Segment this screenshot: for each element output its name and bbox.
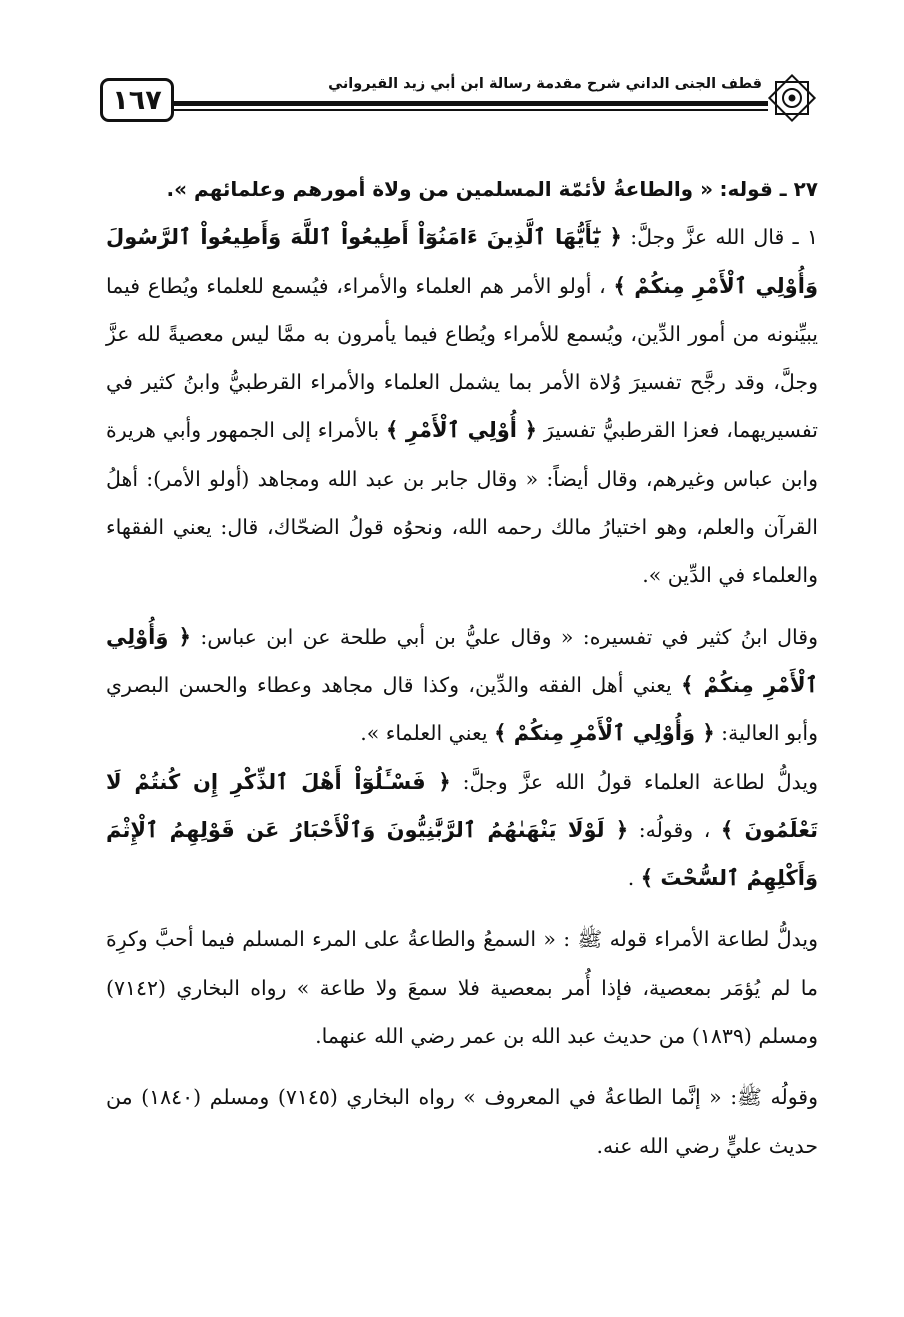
section-heading [106, 165, 818, 213]
section-number: ٢٧ ـ قوله: [719, 177, 818, 201]
para3-end: . [627, 866, 635, 891]
quran-verse: ﴿ يَٰٓأَيُّهَا ٱلَّذِينَ ءَامَنُوٓاْ أَطِيعُواْ ٱللَّهَ وَأَطِيعُواْ ٱلرَّسُولَ وَأُوْلِي ٱلْأَمْرِ مِنكُمْ ﴾ [106, 225, 818, 298]
para3-text: ، وقولُه: [638, 817, 711, 842]
paragraph-1 [106, 213, 818, 599]
quran-verse: ﴿ وَأُوْلِي ٱلْأَمْرِ مِنكُمْ ﴾ [494, 721, 715, 746]
header-rule-thin [174, 109, 768, 111]
spacer [106, 1060, 818, 1073]
quran-verse: ﴿ فَسْـَٔلُوٓاْ أَهْلَ ٱلذِّكْرِ إِن كُنتُمْ لَا تَعْلَمُونَ ﴾ [106, 769, 818, 842]
quran-verse: ﴿ أُوْلِي ٱلْأَمْرِ ﴾ [385, 418, 537, 443]
para2-intro: وقال ابنُ كثير في تفسيره: « وقال عليُّ بن أبي طلحة عن ابن عباس: [200, 624, 818, 649]
quran-verse: ﴿ لَوْلَا يَنْهَىٰهُمُ ٱلرَّبَّٰنِيُّونَ وَٱلْأَحْبَارُ عَن قَوْلِهِمُ ٱلْإِثْمَ وَأَكْلِهِمُ ٱلسُّحْتَ ﴾ [106, 817, 818, 891]
quran-verse: ﴿ وَأُوْلِي ٱلْأَمْرِ مِنكُمْ ﴾ [106, 624, 818, 697]
section-quote: « والطاعةُ لأئمّة المسلمين من ولاة أمورهم وعلمائهم ». [166, 177, 713, 201]
paragraph-5: وقولُه ﷺ: « إنَّما الطاعةُ في المعروف » رواه البخاري (٧١٤٥) ومسلم (١٨٤٠) من حديث عليٍّ رضي الله عنه. [106, 1085, 818, 1158]
paragraph-2 [106, 613, 818, 758]
octagram-ornament-icon [764, 70, 820, 126]
para1-text-2: بالأمراء إلى الجمهور وأبي هريرة وابن عباس وغيرهم، وقال أيضاً: « وقال جابر بن عبد الله ومجاهد (أولو الأمر): أهلُ القرآن والعلم، وهو اختيارُ مالك رحمه الله، ونحوُه قولُ الضحّاك، قال: يعني الفقهاء والعلماء في الدِّين ». [106, 418, 818, 588]
header-rule [174, 101, 768, 106]
page-header [100, 70, 820, 132]
spacer [106, 600, 818, 613]
para1-text: ، أولو الأمر هم العلماء والأمراء، فيُسمع للعلماء ويُطاع فيما يبيِّنونه من أمور الدِّين، ويُسمع للأمراء ويُطاع فيما يأمرون به ممَّا ليس معصيةً لله عزَّ وجلَّ، وقد رجَّح تفسيرَ وُلاة الأمر بما يشمل العلماء والأمراء القرطبيُّ وابنُ كثير في تفسيريهما، فعزا القرطبيُّ تفسيرَ [106, 273, 818, 443]
spacer [106, 902, 818, 915]
paragraph-4: ويدلُّ لطاعة الأمراء قوله ﷺ : « السمعُ والطاعةُ على المرء المسلم فيما أحبَّ وكرِهَ ما لم يُؤمَر بمعصية، فإذا أُمر بمعصية فلا سمعَ ولا طاعة » رواه البخاري (٧١٤٢) ومسلم (١٨٣٩) من حديث عبد الله بن عمر رضي الله عنهما. [106, 927, 818, 1049]
para2-text: يعني أهل الفقه والدِّين، وكذا قال مجاهد وعطاء والحسن البصري وأبو العالية: [106, 672, 818, 746]
page-number: ١٦٧ [100, 78, 174, 122]
para3-intro: ويدلُّ لطاعة العلماء قولُ الله عزَّ وجلَّ: [462, 769, 818, 794]
page-body [106, 165, 818, 1170]
para1-intro: ١ ـ قال الله عزَّ وجلَّ: [630, 225, 818, 250]
running-title: قطف الجنى الداني شرح مقدمة رسالة ابن أبي زيد القيرواني [328, 76, 762, 92]
para2-text-2: يعني العلماء ». [360, 721, 488, 746]
paragraph-3 [106, 758, 818, 903]
